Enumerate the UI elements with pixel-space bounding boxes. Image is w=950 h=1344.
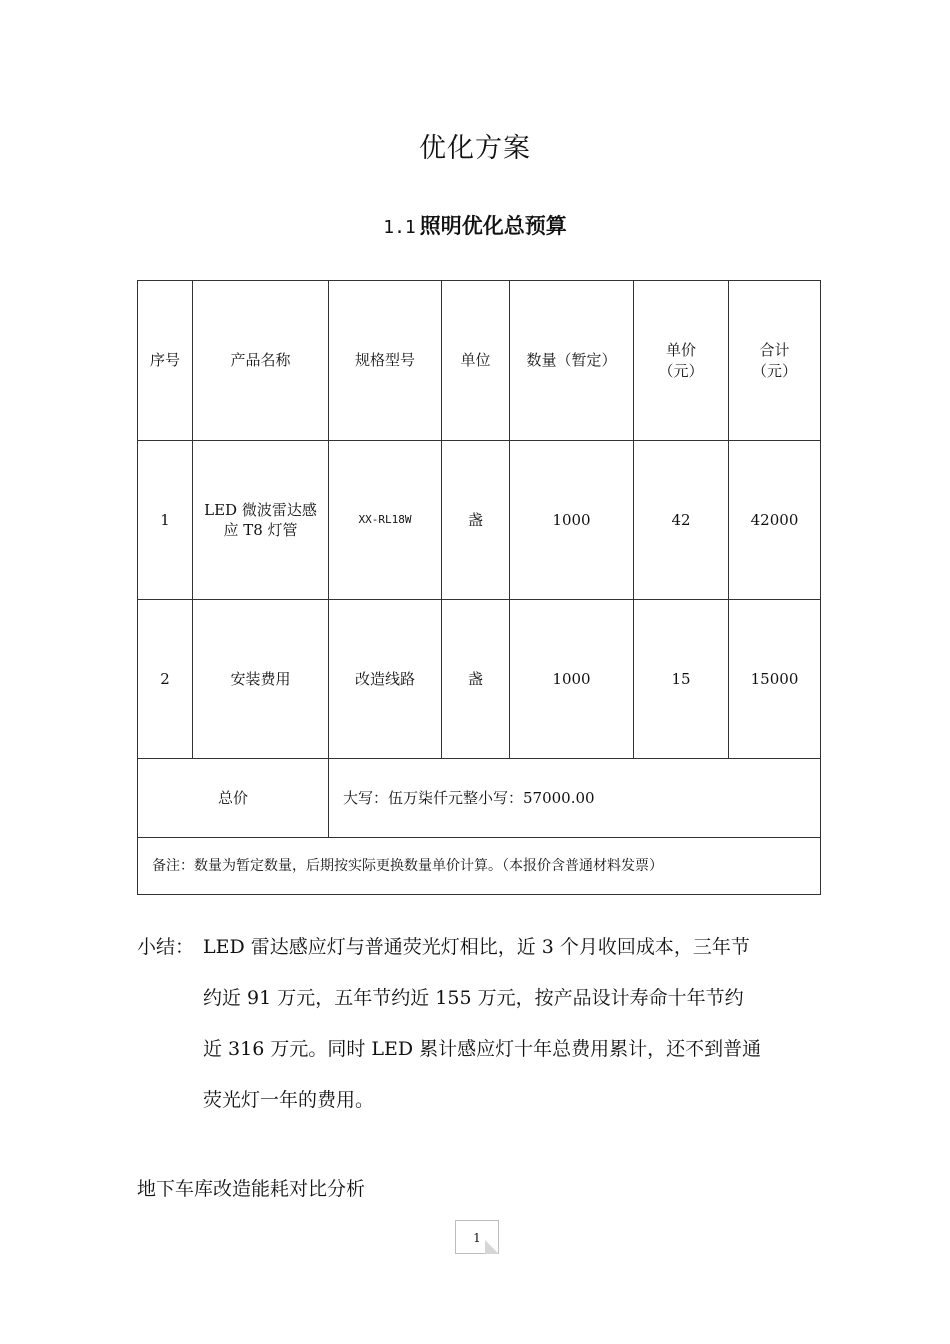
table-note: 备注：数量为暂定数量，后期按实际更换数量单价计算。（本报价含普通材料发票） [138,838,821,895]
section-number: 1.1 [383,217,416,238]
total-row [138,759,821,838]
page-number: 1 [473,1231,481,1245]
header-total [729,281,821,441]
header-price-line2: （元） [658,361,704,380]
row2-qty: 1000 [510,600,634,759]
total-value: 大写：伍万柒仟元整小写：57000.00 [329,759,821,838]
header-model: 规格型号 [329,281,442,441]
row2-price: 15 [634,600,729,759]
note-row [138,838,821,895]
row1-seq: 1 [138,441,193,600]
row1-unit: 盏 [442,441,510,600]
header-price-line1: 单价 [665,341,696,360]
section-heading [0,210,950,240]
page-curl-icon [485,1240,499,1254]
summary-line-2: 约近 91 万元，五年节约近 155 万元，按产品设计寿命十年节约 [203,987,744,1009]
row2-total: 15000 [729,600,821,759]
header-price [634,281,729,441]
table-row [138,441,821,600]
budget-table [137,280,821,895]
summary-body [203,922,827,1126]
table-header-row [138,281,821,441]
row1-total: 42000 [729,441,821,600]
table-row [138,600,821,759]
row1-price: 42 [634,441,729,600]
page-number-box [455,1220,499,1254]
summary-line-3: 近 316 万元。同时 LED 累计感应灯十年总费用累计，还不到普通 [203,1038,762,1060]
header-seq: 序号 [138,281,193,441]
row1-name [193,441,329,600]
summary-line-4: 荧光灯一年的费用。 [203,1089,375,1111]
header-unit: 单位 [442,281,510,441]
row2-unit: 盏 [442,600,510,759]
row2-name: 安装费用 [193,600,329,759]
row1-qty: 1000 [510,441,634,600]
summary-line-1: LED 雷达感应灯与普通荧光灯相比，近 3 个月收回成本，三年节 [203,936,750,958]
row1-name-line1: LED 微波雷达感 [204,500,317,519]
header-total-line2: （元） [751,361,797,380]
row1-model: XX-RL18W [329,441,442,600]
summary-label: 小结： [137,936,195,958]
total-label: 总价 [138,759,329,838]
header-qty: 数量（暂定） [510,281,634,441]
header-name: 产品名称 [193,281,329,441]
row2-model: 改造线路 [329,600,442,759]
page-title: 优化方案 [419,133,531,164]
summary-paragraph [137,922,827,1126]
row1-name-line2: 应 T8 灯管 [223,521,298,539]
header-total-line1: 合计 [759,341,790,360]
section-title: 照明优化总预算 [419,214,567,238]
subsection-title: 地下车库改造能耗对比分析 [137,1178,366,1200]
row2-seq: 2 [138,600,193,759]
